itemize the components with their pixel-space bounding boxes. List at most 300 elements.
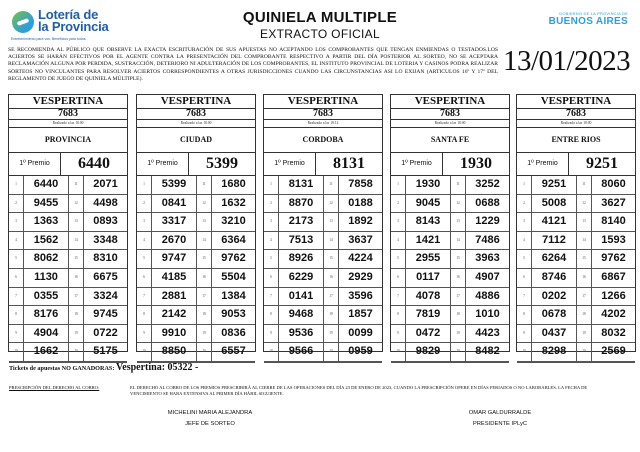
result-number: 6557 [221, 345, 246, 358]
first-prize [517, 153, 635, 176]
position-index: 20 [577, 343, 592, 361]
result-number: 0959 [348, 345, 373, 358]
position-index: 9 [137, 325, 152, 343]
session-name: VESPERTINA [137, 95, 255, 109]
position-index: 10 [9, 343, 24, 361]
session-name: VESPERTINA [391, 95, 509, 109]
position-index: 10 [517, 343, 532, 361]
position-index: 8 [137, 306, 152, 324]
result-number: 1632 [221, 196, 246, 209]
position-index: 14 [577, 232, 592, 250]
draw-number: 7683 [391, 109, 509, 120]
page-title: QUINIELA MULTIPLE [242, 9, 398, 26]
result-number: 4224 [348, 252, 373, 265]
position-index: 15 [197, 250, 212, 268]
result-number: 1363 [24, 213, 69, 231]
signature-left [150, 408, 270, 430]
position-index: 12 [451, 195, 466, 213]
position-index: 14 [69, 232, 84, 250]
result-number: 4202 [601, 308, 626, 321]
logo-tagline: Entretenimiento para vos. Beneficios para todos. [11, 37, 87, 41]
position-index: 14 [324, 232, 339, 250]
position-index: 7 [137, 288, 152, 306]
result-number: 1421 [406, 232, 451, 250]
result-row [391, 269, 509, 288]
result-row [9, 213, 127, 232]
result-number: 0188 [348, 196, 373, 209]
draw-number: 7683 [9, 109, 127, 120]
position-index: 3 [9, 213, 24, 231]
position-index: 18 [451, 306, 466, 324]
position-index: 15 [69, 250, 84, 268]
position-index: 11 [324, 176, 339, 194]
signature-role: PRESIDENTE IPLyC [472, 421, 528, 427]
result-number: 0678 [532, 306, 577, 324]
position-index: 9 [9, 325, 24, 343]
position-index: 9 [391, 325, 406, 343]
result-number: 6867 [601, 270, 626, 283]
result-number: 7486 [475, 233, 500, 246]
result-number: 1593 [601, 233, 626, 246]
draw-time: Realizado a las 18:00 [9, 120, 127, 128]
tickets-value: Vespertina: 05322 - [115, 362, 199, 373]
draw-number: 7683 [264, 109, 382, 120]
result-number: 0472 [406, 325, 451, 343]
gov-small-text: GOBIERNO DE LA PROVINCIA DE [559, 11, 628, 16]
public-notice: SE RECOMIENDA AL PÚBLICO QUE OBSERVE LA EXACTA ESCRITURACIÓN DE SUS APUESTAS NO ACEPTANDO LOS COMPROBANTES QUE TENGAN ENMIENDAS O TESTADOS.LOS ACIERTOS SE HARÁN EFECTIVOS POR EL AGENTE CONTRA LA PRESENTACIÓN DEL COMPROBANTE RESPECTIVO A PARTIR DEL DÍA POSTERIOR AL SORTEO, NO SE ACEPTARA RECLAMACIÓN ALGUNA POR PERDIDA, SUSTRACCIÓN, DETERIORO NI ADULTERACIÓN DE LOS COMPROBANTES, EL INSTITUTO PROVINCIAL DE LOTERIA Y CASINOS PODRA REALIZAR SORTEOS NO VINCULANTES PARA RESOLVER ACIERTOS CORRESPONDIENTES A OTRAS JURISDICCIONES CUANDO LAS CIRCUNSTANCIAS ASI LO EXIJAN (ARTICULOS 16º Y 17º DEL REGLAMENTO DE JUEGO DE QUINIELA MÚLTIPLE). [8, 47, 498, 82]
result-number: 9762 [601, 252, 626, 265]
result-row [137, 288, 255, 307]
signature-role: JEFE DE SORTEO [185, 421, 235, 427]
position-index: 6 [137, 269, 152, 287]
signature-name: MICHELINI MARIA ALEJANDRA [167, 410, 253, 416]
signature-right [440, 408, 560, 430]
position-index: 13 [197, 213, 212, 231]
result-number: 9566 [279, 343, 324, 361]
result-row [391, 250, 509, 269]
result-number: 8310 [93, 252, 118, 265]
position-index: 14 [197, 232, 212, 250]
logo-line-1: Lotería de [38, 7, 99, 22]
result-row [9, 343, 127, 363]
result-row [264, 269, 382, 288]
position-index: 18 [197, 306, 212, 324]
result-number: 0202 [532, 288, 577, 306]
result-row [517, 343, 635, 363]
tickets-label: Tickets de apuestas NO GANADORAS: [9, 365, 115, 372]
draw-number: 7683 [517, 109, 635, 120]
position-index: 11 [451, 176, 466, 194]
position-index: 4 [391, 232, 406, 250]
position-index: 8 [264, 306, 279, 324]
result-row [264, 195, 382, 214]
result-row [9, 306, 127, 325]
result-number: 6675 [93, 270, 118, 283]
result-number: 0722 [93, 326, 118, 339]
result-number: 0117 [406, 269, 451, 287]
result-row [9, 325, 127, 344]
position-index: 8 [391, 306, 406, 324]
position-index: 5 [264, 250, 279, 268]
result-number: 9045 [406, 195, 451, 213]
result-number: 1930 [406, 176, 451, 194]
result-number: 1229 [475, 215, 500, 228]
result-number: 5399 [152, 176, 197, 194]
result-number: 9829 [406, 343, 451, 361]
position-index: 20 [69, 343, 84, 361]
result-row [9, 176, 127, 195]
position-index: 10 [264, 343, 279, 361]
position-index: 2 [391, 195, 406, 213]
first-prize-value: 1930 [460, 155, 492, 172]
result-number: 8926 [279, 250, 324, 268]
result-number: 9536 [279, 325, 324, 343]
position-index: 3 [517, 213, 532, 231]
result-number: 0836 [221, 326, 246, 339]
position-index: 17 [324, 288, 339, 306]
result-number: 3627 [601, 196, 626, 209]
results-panel [390, 94, 510, 358]
result-row [517, 213, 635, 232]
position-index: 12 [324, 195, 339, 213]
result-number: 9745 [93, 308, 118, 321]
position-index: 11 [577, 176, 592, 194]
result-number: 3963 [475, 252, 500, 265]
result-row [391, 306, 509, 325]
result-number: 2173 [279, 213, 324, 231]
position-index: 17 [451, 288, 466, 306]
result-number: 0437 [532, 325, 577, 343]
session-name: VESPERTINA [517, 95, 635, 109]
result-number: 2071 [93, 178, 118, 190]
jurisdiction-name: CORDOBA [264, 128, 382, 153]
first-prize-label: 1º Premio [517, 153, 569, 175]
position-index: 10 [137, 343, 152, 361]
position-index: 16 [69, 269, 84, 287]
result-row [517, 306, 635, 325]
position-index: 16 [451, 269, 466, 287]
result-number: 4886 [475, 289, 500, 302]
position-index: 12 [197, 195, 212, 213]
jurisdiction-name: SANTA FE [391, 128, 509, 153]
result-number: 3317 [152, 213, 197, 231]
result-number: 1857 [348, 308, 373, 321]
result-row [137, 325, 255, 344]
first-prize [264, 153, 382, 176]
position-index: 5 [137, 250, 152, 268]
result-number: 2142 [152, 306, 197, 324]
result-number: 0893 [93, 215, 118, 228]
prescription-label: PRESCRIPCIÓN DEL DERECHO AL COBRO: [9, 385, 100, 390]
position-index: 1 [9, 176, 24, 194]
session-name: VESPERTINA [264, 95, 382, 109]
first-prize [391, 153, 509, 176]
result-row [137, 232, 255, 251]
result-number: 4121 [532, 213, 577, 231]
result-row [137, 195, 255, 214]
results-panel [8, 94, 128, 358]
result-number: 1680 [221, 178, 246, 190]
result-number: 7513 [279, 232, 324, 250]
position-index: 2 [9, 195, 24, 213]
result-number: 8032 [601, 326, 626, 339]
position-index: 19 [69, 325, 84, 343]
position-index: 9 [264, 325, 279, 343]
first-prize-label: 1º Premio [264, 153, 316, 175]
position-index: 19 [324, 325, 339, 343]
position-index: 13 [324, 213, 339, 231]
position-index: 4 [264, 232, 279, 250]
position-index: 19 [577, 325, 592, 343]
position-index: 5 [391, 250, 406, 268]
result-number: 4423 [475, 326, 500, 339]
result-number: 2670 [152, 232, 197, 250]
position-index: 15 [577, 250, 592, 268]
position-index: 12 [577, 195, 592, 213]
result-row [9, 250, 127, 269]
result-row [391, 288, 509, 307]
position-index: 20 [197, 343, 212, 361]
result-number: 1130 [24, 269, 69, 287]
result-row [264, 176, 382, 195]
result-number: 2569 [601, 345, 626, 358]
result-number: 3252 [475, 178, 500, 190]
position-index: 15 [324, 250, 339, 268]
result-row [264, 325, 382, 344]
result-row [517, 232, 635, 251]
draw-time: Realizado a las 18:00 [137, 120, 255, 128]
result-number: 9910 [152, 325, 197, 343]
results-panel [516, 94, 636, 358]
position-index: 17 [197, 288, 212, 306]
first-prize [9, 153, 127, 176]
position-index: 11 [197, 176, 212, 194]
position-index: 17 [577, 288, 592, 306]
position-index: 13 [69, 213, 84, 231]
result-row [517, 250, 635, 269]
position-index: 7 [9, 288, 24, 306]
position-index: 6 [517, 269, 532, 287]
position-index: 1 [517, 176, 532, 194]
result-number: 9053 [221, 308, 246, 321]
result-number: 6440 [24, 176, 69, 194]
position-index: 14 [451, 232, 466, 250]
position-index: 3 [264, 213, 279, 231]
results-panel [136, 94, 256, 358]
result-row [264, 250, 382, 269]
result-number: 9747 [152, 250, 197, 268]
result-row [9, 232, 127, 251]
position-index: 17 [69, 288, 84, 306]
result-number: 2881 [152, 288, 197, 306]
first-prize-label: 1º Premio [137, 153, 189, 175]
result-row [391, 213, 509, 232]
result-number: 8176 [24, 306, 69, 324]
draw-number: 7683 [137, 109, 255, 120]
result-number: 8482 [475, 345, 500, 358]
result-number: 0688 [475, 196, 500, 209]
result-number: 1266 [601, 289, 626, 302]
result-number: 3596 [348, 289, 373, 302]
result-number: 2929 [348, 270, 373, 283]
position-index: 19 [451, 325, 466, 343]
result-row [517, 325, 635, 344]
result-row [517, 176, 635, 195]
gov-big-text: BUENOS AIRES [548, 16, 628, 27]
result-number: 3348 [93, 233, 118, 246]
result-number: 8062 [24, 250, 69, 268]
draw-time: Realizado a las 18:00 [517, 120, 635, 128]
result-number: 8060 [601, 178, 626, 190]
result-number: 8140 [601, 215, 626, 228]
position-index: 3 [391, 213, 406, 231]
result-number: 1892 [348, 215, 373, 228]
result-number: 8850 [152, 343, 197, 361]
result-number: 7858 [348, 178, 373, 190]
result-row [9, 195, 127, 214]
first-prize-label: 1º Premio [9, 153, 61, 175]
logo-line-2: la Provincia [38, 19, 109, 34]
position-index: 13 [577, 213, 592, 231]
jurisdiction-name: PROVINCIA [9, 128, 127, 153]
result-row [137, 306, 255, 325]
position-index: 8 [517, 306, 532, 324]
result-row [137, 213, 255, 232]
position-index: 1 [137, 176, 152, 194]
result-number: 6229 [279, 269, 324, 287]
result-row [517, 195, 635, 214]
jurisdiction-name: CIUDAD [137, 128, 255, 153]
position-index: 7 [264, 288, 279, 306]
result-number: 0355 [24, 288, 69, 306]
result-row [264, 343, 382, 363]
position-index: 20 [324, 343, 339, 361]
result-row [137, 250, 255, 269]
position-index: 3 [137, 213, 152, 231]
result-number: 9251 [532, 176, 577, 194]
results-panel [263, 94, 383, 358]
draw-time: Realizado a las 18:12 [264, 120, 382, 128]
result-number: 3637 [348, 233, 373, 246]
result-number: 4078 [406, 288, 451, 306]
result-row [9, 269, 127, 288]
result-row [391, 343, 509, 363]
result-number: 3210 [221, 215, 246, 228]
position-index: 8 [9, 306, 24, 324]
result-number: 5008 [532, 195, 577, 213]
result-number: 3324 [93, 289, 118, 302]
result-row [9, 288, 127, 307]
result-number: 2955 [406, 250, 451, 268]
position-index: 12 [69, 195, 84, 213]
position-index: 4 [517, 232, 532, 250]
result-row [391, 232, 509, 251]
position-index: 2 [137, 195, 152, 213]
position-index: 5 [517, 250, 532, 268]
result-number: 0841 [152, 195, 197, 213]
position-index: 19 [197, 325, 212, 343]
position-index: 11 [69, 176, 84, 194]
result-row [517, 288, 635, 307]
result-row [137, 176, 255, 195]
result-row [391, 195, 509, 214]
result-number: 9455 [24, 195, 69, 213]
first-prize-value: 6440 [78, 155, 110, 172]
position-index: 4 [9, 232, 24, 250]
result-number: 6264 [532, 250, 577, 268]
result-number: 0141 [279, 288, 324, 306]
result-number: 5504 [221, 270, 246, 283]
first-prize-value: 5399 [206, 155, 238, 172]
session-name: VESPERTINA [9, 95, 127, 109]
position-index: 5 [9, 250, 24, 268]
position-index: 6 [391, 269, 406, 287]
result-row [264, 288, 382, 307]
first-prize-label: 1º Premio [391, 153, 443, 175]
result-number: 0099 [348, 326, 373, 339]
draw-date: 13/01/2023 [503, 45, 631, 77]
position-index: 6 [9, 269, 24, 287]
result-number: 1384 [221, 289, 246, 302]
first-prize [137, 153, 255, 176]
result-number: 8870 [279, 195, 324, 213]
result-row [264, 232, 382, 251]
first-prize-value: 8131 [333, 155, 365, 172]
position-index: 15 [451, 250, 466, 268]
first-prize-value: 9251 [586, 155, 618, 172]
result-row [517, 269, 635, 288]
result-row [137, 269, 255, 288]
position-index: 16 [324, 269, 339, 287]
result-number: 8298 [532, 343, 577, 361]
result-number: 5175 [93, 345, 118, 358]
position-index: 18 [69, 306, 84, 324]
result-number: 8143 [406, 213, 451, 231]
result-row [391, 325, 509, 344]
result-number: 4185 [152, 269, 197, 287]
result-row [264, 213, 382, 232]
position-index: 9 [517, 325, 532, 343]
result-number: 7112 [532, 232, 577, 250]
result-number: 7819 [406, 306, 451, 324]
position-index: 20 [451, 343, 466, 361]
position-index: 1 [264, 176, 279, 194]
signature-name: OMAR GALDURRALDE [468, 410, 532, 416]
position-index: 4 [137, 232, 152, 250]
position-index: 2 [517, 195, 532, 213]
result-number: 9468 [279, 306, 324, 324]
result-number: 1662 [24, 343, 69, 361]
result-number: 1562 [24, 232, 69, 250]
result-number: 1010 [475, 308, 500, 321]
position-index: 6 [264, 269, 279, 287]
position-index: 2 [264, 195, 279, 213]
position-index: 16 [577, 269, 592, 287]
position-index: 7 [391, 288, 406, 306]
position-index: 16 [197, 269, 212, 287]
jurisdiction-name: ENTRE RIOS [517, 128, 635, 153]
result-number: 6364 [221, 233, 246, 246]
position-index: 7 [517, 288, 532, 306]
non-winning-tickets [9, 362, 198, 373]
result-number: 4498 [93, 196, 118, 209]
result-number: 4907 [475, 270, 500, 283]
draw-time: Realizado a las 18:00 [391, 120, 509, 128]
position-index: 1 [391, 176, 406, 194]
result-number: 8746 [532, 269, 577, 287]
prescription-text: EL DERECHO AL COBRO DE LOS PREMIOS PRESCRIBIRÁ AL CIERRE DE LAS OPERACIONES DEL DÍA 23 DE ENERO DE 2023, CUANDO LA PRESCRIPCIÓN OPERE EN DÍAS FERIADOS O NO LABORABLES, LA FECHA DE VENCIMIENTO SE HARA EXTENSIVA AL PRIMER DÍA HÁBIL SIGUIENTE. [130, 385, 588, 397]
position-index: 18 [577, 306, 592, 324]
